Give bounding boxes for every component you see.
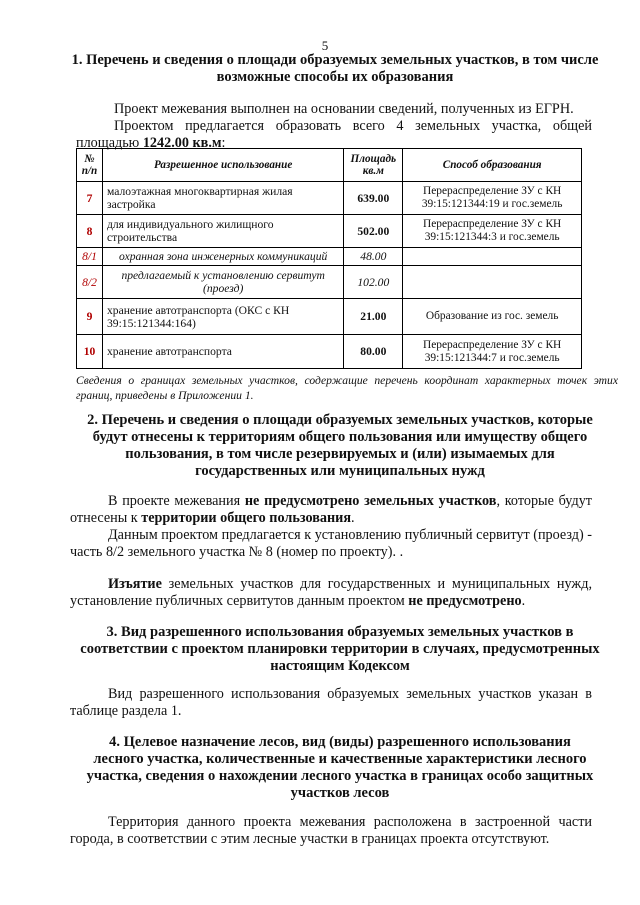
row-use: малоэтажная многоквартирная жилая застройка — [102, 182, 343, 215]
table-row — [77, 266, 582, 299]
section1-para1 — [76, 101, 592, 118]
row-area: 639.00 — [344, 182, 403, 215]
row-area: 102.00 — [344, 266, 403, 299]
row-num: 10 — [77, 335, 103, 369]
section4-title-line4: участков лесов — [290, 785, 390, 801]
header-use: Разрешенное использование — [102, 149, 343, 182]
row-area: 21.00 — [344, 299, 403, 335]
section2-para1 — [70, 493, 592, 527]
section3-title-line3: настоящим Кодексом — [270, 658, 410, 674]
row-method: Перераспределение ЗУ с КН 39:15:121344:7 и гос.земель — [403, 335, 582, 369]
section2-p3-a: Изъятие — [108, 576, 162, 592]
section4-title-line3: участка, сведения о нахождении лесного участка в границах особо защитных — [86, 768, 594, 784]
row-num: 8/2 — [77, 266, 103, 299]
row-method — [403, 266, 582, 299]
section3-title-line1: 3. Вид разрешенного использования образуемых земельных участков в — [106, 624, 574, 640]
section4-para1 — [70, 814, 592, 848]
section2-p1-b: не предусмотрено земельных участков — [244, 493, 497, 509]
section2-p1-c: , которые будут отнесены к — [70, 493, 593, 526]
section2-p3-c: не предусмотрено — [408, 593, 522, 609]
row-method: Образование из гос. земель — [403, 299, 582, 335]
section2-p1-a: В проекте межевания — [108, 493, 245, 509]
section1-para1-text: Проект межевания выполнен на основании сведений, полученных из ЕГРН. — [114, 101, 574, 117]
section2-title-line1: 2. Перечень и сведения о площади образуемых земельных участков, которые — [87, 412, 593, 428]
row-num: 7 — [77, 182, 103, 215]
section1-title-line2: возможные способы их образования — [216, 69, 454, 85]
section3-title — [70, 624, 610, 675]
row-use: хранение автотранспорта — [102, 335, 343, 369]
section4-title-line1: 4. Целевое назначение лесов, вид (виды) разрешенного использования — [109, 734, 571, 750]
section2-p1-d: территории общего пользования — [141, 510, 351, 526]
row-method: Перераспределение ЗУ с КН 39:15:121344:19 и гос.земель — [403, 182, 582, 215]
row-method — [403, 248, 582, 266]
row-use: для индивидуального жилищного строительства — [102, 215, 343, 248]
section1-para2 — [76, 118, 592, 152]
section2-para3 — [70, 576, 592, 610]
section1-para2-start: Проектом предлагается образовать всего 4 земельных участка, общей площадью — [76, 118, 592, 151]
row-num: 9 — [77, 299, 103, 335]
header-num: № п/п — [77, 149, 103, 182]
section1-title-line1: 1. Перечень и сведения о площади образуемых земельных участков, в том числе — [71, 52, 599, 68]
section1-title — [70, 52, 600, 86]
row-area: 502.00 — [344, 215, 403, 248]
table-row — [77, 182, 582, 215]
table-header-row — [77, 149, 582, 182]
section2-para2 — [70, 527, 592, 561]
section4-title-line2: лесного участка, количественные и качественные характеристики лесного — [93, 751, 587, 767]
table-row — [77, 215, 582, 248]
page-number: 5 — [321, 38, 329, 53]
section3-para1 — [70, 686, 592, 720]
section2-p3-b: земельных участков для государственных и муниципальных нужд, установление публичных сервитутов данным проектом — [70, 576, 592, 609]
section2-title-line2: будут отнесены к территориям общего пользования или имуществу общего — [92, 429, 588, 445]
table-row — [77, 335, 582, 369]
row-use: охранная зона инженерных коммуникаций — [102, 248, 343, 266]
section2-p2-text: Данным проектом предлагается к установлению публичный сервитут (проезд) - часть 8/2 земельного участка № 8 (номер по проекту). . — [70, 527, 592, 560]
section4-title — [70, 734, 610, 802]
section2-p3-d: . — [521, 593, 526, 609]
total-area: 1242.00 кв.м — [142, 135, 222, 151]
row-area: 80.00 — [344, 335, 403, 369]
header-area: Площадь кв.м — [344, 149, 403, 182]
section2-p1-e: . — [351, 510, 355, 526]
row-num: 8 — [77, 215, 103, 248]
row-method: Перераспределение ЗУ с КН 39:15:121344:3 и гос.земель — [403, 215, 582, 248]
section3-p1-text: Вид разрешенного использования образуемых земельных участков указан в таблице раздела 1. — [70, 686, 592, 719]
section2-title-line3: пользования, в том числе резервируемых и (или) изымаемых для — [125, 446, 555, 462]
header-method: Способ образования — [403, 149, 582, 182]
plots-table — [76, 148, 582, 369]
table-row — [77, 299, 582, 335]
section2-title-line4: государственных или муниципальных нужд — [195, 463, 485, 479]
section3-title-line2: соответствии с проектом планировки территории в случаях, предусмотренных — [80, 641, 600, 657]
row-area: 48.00 — [344, 248, 403, 266]
row-num: 8/1 — [77, 248, 103, 266]
section1-para2-end: : — [221, 135, 226, 151]
table-row — [77, 248, 582, 266]
section4-p1-text: Территория данного проекта межевания расположена в застроенной части города, в соответствии с этим лесные участки в границах проекта отсутствуют. — [70, 814, 592, 847]
row-use: предлагаемый к установлению сервитут (проезд) — [102, 266, 343, 299]
section2-title — [70, 412, 610, 480]
table-note: Сведения о границах земельных участков, содержащие перечень координат характерных точек этих границ, приведены в Приложении 1. — [76, 374, 618, 402]
row-use: хранение автотранспорта (ОКС с КН 39:15:121344:164) — [102, 299, 343, 335]
